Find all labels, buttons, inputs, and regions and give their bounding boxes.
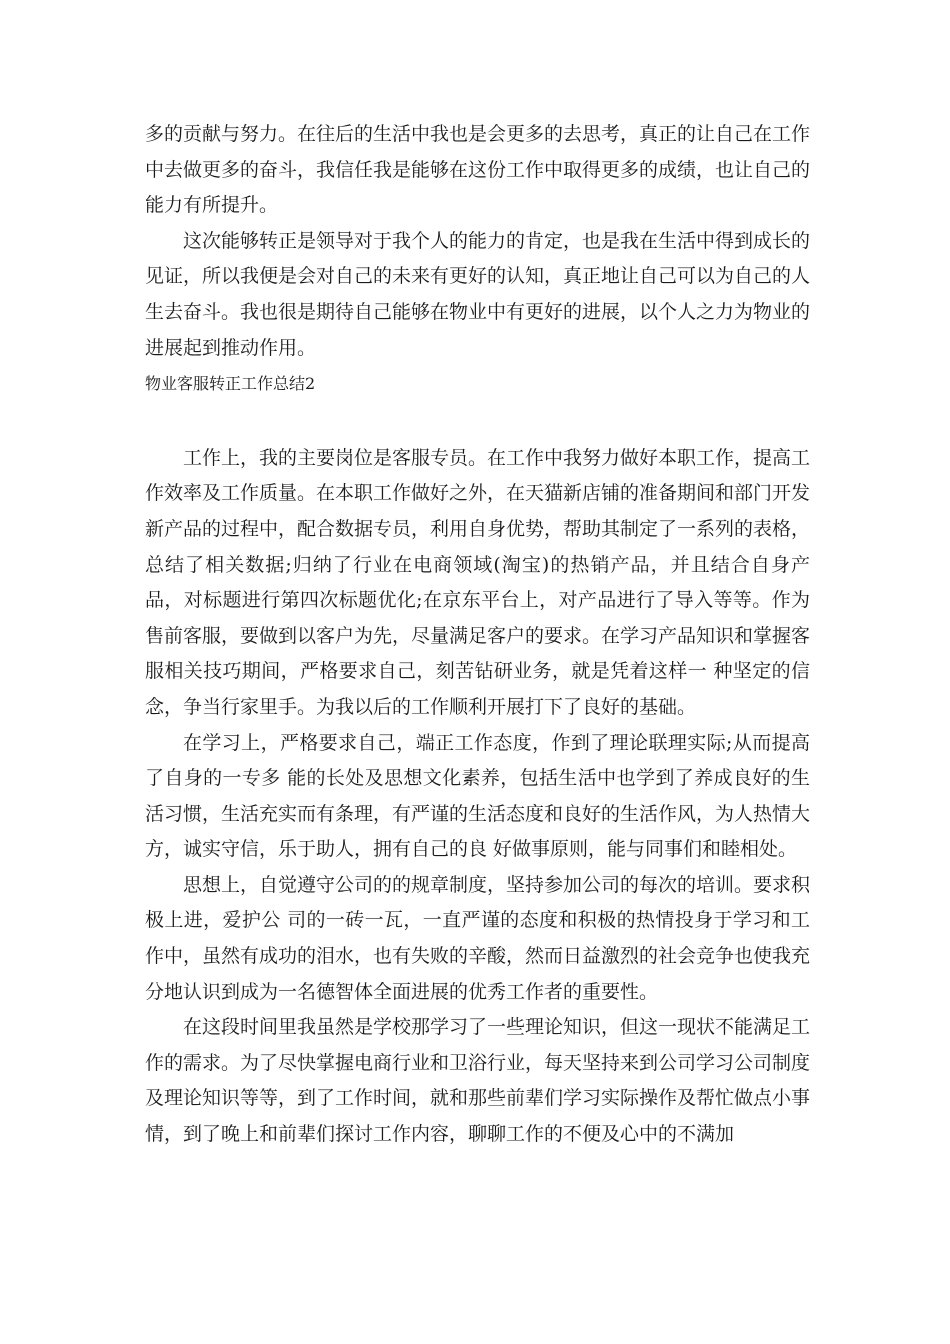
section-spacer [145, 402, 810, 441]
paragraph: 思想上，自觉遵守公司的的规章制度，坚持参加公司的每次的培训。要求积极上进，爱护公 司的一砖一瓦，一直严谨的态度和积极的热情投身于学习和工作中，虽然有成功的泪水，也有失败的辛酸，然而日益激烈的社会竞争也使我充分地认识到成为一名德智体全面进展的优秀工作者的重要性。 [145, 873, 811, 1003]
paragraph: 工作上，我的主要岗位是客服专员。在工作中我努力做好本职工作，提高工作效率及工作质量。在本职工作做好之外，在天猫新店铺的准备期间和部门开发新产品的过程中，配合数据专员，利用自身优势，帮助其制定了一系列的表格，总结了相关数据;归纳了行业在电商领域(淘宝)的热销产品，并且结合自身产品，对标题进行第四次标题优化;在京东平台上，对产品进行了导入等等。作为售前客服，要做到以客户为先，尽量满足客户的要求。在学习产品知识和掌握客服相关技巧期间，严格要求自己，刻苦钻研业务，就是凭着这样一 种坚定的信念，争当行家里手。为我以后的工作顺利开展打下了良好的基础。 [145, 446, 811, 718]
paragraph: 多的贡献与努力。在往后的生活中我也是会更多的去思考，真正的让自己在工作中去做更多的奋斗，我信任我是能够在这份工作中取得更多的成绩，也让自己的能力有所提升。 [145, 123, 811, 217]
paragraph: 在这段时间里我虽然是学校那学习了一些理论知识，但这一现状不能满足工作的需求。为了尽快掌握电商行业和卫浴行业，每天坚持来到公司学习公司制度及理论知识等等，到了工作时间，就和那些前辈们学习实际操作及帮忙做点小事情，到了晚上和前辈们探讨工作内容，聊聊工作的不便及心中的不满加 [145, 1016, 811, 1146]
paragraph: 这次能够转正是领导对于我个人的能力的肯定，也是我在生活中得到成长的见证，所以我便是会对自己的未来有更好的认知，真正地让自己可以为自己的人生去奋斗。我也很是期待自己能够在物业中有更好的进展，以个人之力为物业的进展起到推动作用。 [145, 229, 811, 359]
document-body [145, 117, 810, 1153]
section-title: 物业客服转正工作总结2 [145, 374, 316, 394]
paragraph: 在学习上，严格要求自己，端正工作态度，作到了理论联理实际;从而提高了自身的一专多 能的长处及思想文化素养，包括生活中也学到了养成良好的生活习惯，生活充实而有条理，有严谨的生活态度和良好的生活作风，为人热情大方，诚实守信，乐于助人，拥有自己的良 好做事原则，能与同事们和睦相处。 [145, 731, 811, 861]
